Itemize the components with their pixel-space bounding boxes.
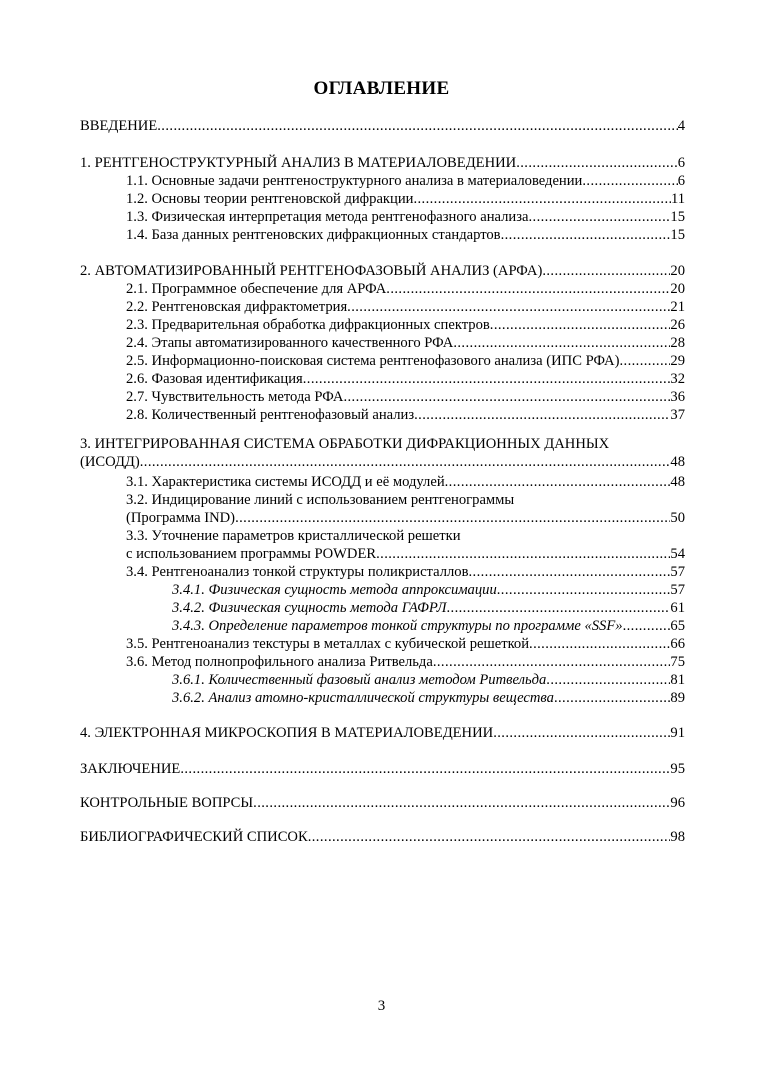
toc-entry-text: (Программа IND)	[126, 510, 236, 526]
toc-entry-text: 3.4.3. Определение параметров тонкой структуры по программе «SSF»	[172, 618, 623, 634]
toc-entry-text: 2. АВТОМАТИЗИРОВАННЫЙ РЕНТГЕНОФАЗОВЫЙ АНАЛИЗ (АРФА)	[80, 263, 543, 279]
toc-entry-3-6-1[interactable]	[80, 671, 685, 689]
toc-entry-2-4[interactable]	[80, 334, 685, 352]
toc-entry-text: 3.4.2. Физическая сущность метода ГАФРЛ	[172, 600, 447, 616]
toc-entry-3-5[interactable]	[80, 635, 685, 653]
toc-entry-2-7[interactable]	[80, 388, 685, 406]
toc-entry-text: 2.5. Информационно-поисковая система рентгенофазового анализа (ИПС РФА)	[126, 353, 620, 369]
toc-entry-text: ВВЕДЕНИЕ	[80, 118, 158, 134]
toc-entry-2-5[interactable]	[80, 352, 685, 370]
toc-entry-page: 81	[670, 672, 685, 688]
toc-entry-text: 2.1. Программное обеспечение для АРФА	[126, 281, 387, 297]
toc-entry-1-2[interactable]	[80, 190, 685, 208]
toc-entry-page: 20	[670, 281, 685, 297]
toc-entry-2-3[interactable]	[80, 316, 685, 334]
toc-entry-text: 2.2. Рентгеновская дифрактометрия	[126, 299, 348, 315]
toc-entry-text-line1: 3. ИНТЕГРИРОВАННАЯ СИСТЕМА ОБРАБОТКИ ДИФРАКЦИОННЫХ ДАННЫХ	[80, 436, 610, 452]
toc-entry-page: 29	[670, 353, 685, 369]
toc-entry-page: 95	[670, 761, 685, 777]
toc-entry-page: 26	[670, 317, 685, 333]
toc-entry-text: 3.1. Характеристика системы ИСОДД и её модулей	[126, 474, 445, 490]
toc-entry-2-8[interactable]	[80, 406, 685, 424]
toc-entry-bibliography[interactable]	[80, 828, 685, 846]
toc-entry-page: 36	[670, 389, 685, 405]
toc-entry-page: 32	[670, 371, 685, 387]
page-number: 3	[377, 998, 386, 1014]
toc-entry-3-6-2[interactable]	[80, 689, 685, 707]
toc-entry-text: ЗАКЛЮЧЕНИЕ	[80, 761, 181, 777]
toc-entry-text: (ИСОДД)	[80, 454, 140, 470]
toc-entry-1-4[interactable]	[80, 226, 685, 244]
toc-entry-page: 54	[670, 546, 685, 562]
toc-entry-page: 98	[670, 829, 685, 845]
toc-entry-page: 48	[670, 474, 685, 490]
toc-entry-page: 15	[670, 227, 685, 243]
toc-entry-3-4-3[interactable]	[80, 617, 685, 635]
toc-entry-page: 48	[670, 454, 685, 470]
toc-entry-2-6[interactable]	[80, 370, 685, 388]
toc-entry-text: 3.6.2. Анализ атомно-кристаллической структуры вещества	[172, 690, 554, 706]
toc-entry-text: БИБЛИОГРАФИЧЕСКИЙ СПИСОК	[80, 829, 308, 845]
toc-entry-text: 1. РЕНТГЕНОСТРУКТУРНЫЙ АНАЛИЗ В МАТЕРИАЛОВЕДЕНИИ	[80, 155, 517, 171]
toc-entry-3-4-1[interactable]	[80, 581, 685, 599]
toc-entry-text: 3.4. Рентгеноанализ тонкой структуры поликристаллов	[126, 564, 469, 580]
toc-entry-text: 4. ЭЛЕКТРОННАЯ МИКРОСКОПИЯ В МАТЕРИАЛОВЕДЕНИИ	[80, 725, 494, 741]
toc-entry-page: 61	[670, 600, 685, 616]
toc-entry-text: с использованием программы POWDER	[126, 546, 377, 562]
toc-entry-text: 1.3. Физическая интерпретация метода рентгенофазного анализа	[126, 209, 529, 225]
table-of-contents	[80, 0, 685, 900]
toc-entry-2-1[interactable]	[80, 280, 685, 298]
toc-entry-page: 89	[670, 690, 685, 706]
toc-entry-text: КОНТРОЛЬНЫЕ ВОПРСЫ	[80, 795, 254, 811]
toc-entry-text: 1.1. Основные задачи рентгеноструктурного анализа в материаловедении	[126, 173, 583, 189]
toc-entry-page: 57	[670, 564, 685, 580]
toc-entry-page: 75	[670, 654, 685, 670]
toc-entry-page: 28	[670, 335, 685, 351]
toc-entry-text-line1: 3.3. Уточнение параметров кристаллической решетки	[126, 528, 461, 544]
toc-entry-page: 15	[670, 209, 685, 225]
toc-entry-page: 6	[677, 155, 685, 171]
toc-entry-3-2[interactable]	[80, 491, 685, 527]
toc-entry-page: 21	[670, 299, 685, 315]
toc-entry-text: 2.4. Этапы автоматизированного качественного РФА	[126, 335, 454, 351]
toc-entry-introduction[interactable]	[80, 117, 685, 135]
page-title: ОГЛАВЛЕНИЕ	[313, 78, 450, 99]
toc-entry-page: 50	[670, 510, 685, 526]
toc-entry-page: 6	[677, 173, 685, 189]
toc-entry-text: 3.6. Метод полнопрофильного анализа Ритвельда	[126, 654, 433, 670]
toc-entry-chapter-1[interactable]	[80, 154, 685, 172]
toc-entry-text: 1.2. Основы теории рентгеновской дифракции	[126, 191, 414, 207]
toc-entry-3-4-2[interactable]	[80, 599, 685, 617]
toc-entry-page: 66	[670, 636, 685, 652]
toc-entry-page: 57	[670, 582, 685, 598]
toc-entry-3-6[interactable]	[80, 653, 685, 671]
toc-entry-text: 3.5. Рентгеноанализ текстуры в металлах с кубической решеткой	[126, 636, 530, 652]
toc-entry-text: 2.6. Фазовая идентификация	[126, 371, 303, 387]
toc-entry-page: 37	[670, 407, 685, 423]
toc-entry-page: 91	[670, 725, 685, 741]
toc-entry-3-4[interactable]	[80, 563, 685, 581]
toc-entry-2-2[interactable]	[80, 298, 685, 316]
toc-entry-1-1[interactable]	[80, 172, 685, 190]
toc-entry-text: 2.8. Количественный рентгенофазовый анализ	[126, 407, 415, 423]
toc-entry-1-3[interactable]	[80, 208, 685, 226]
toc-entry-text: 2.7. Чувствительность метода РФА	[126, 389, 344, 405]
toc-entry-conclusion[interactable]	[80, 760, 685, 778]
toc-entry-3-3[interactable]	[80, 527, 685, 563]
toc-entry-chapter-2[interactable]	[80, 262, 685, 280]
toc-entry-page: 11	[670, 191, 685, 207]
toc-entry-page: 4	[677, 118, 685, 134]
toc-entry-text: 1.4. База данных рентгеновских дифракционных стандартов	[126, 227, 501, 243]
toc-entry-text: 3.6.1. Количественный фазовый анализ методом Ритвельда	[172, 672, 547, 688]
toc-entry-text: 2.3. Предварительная обработка дифракционных спектров	[126, 317, 490, 333]
toc-entry-control-questions[interactable]	[80, 794, 685, 812]
toc-entry-text-line1: 3.2. Индицирование линий с использованием рентгенограммы	[126, 492, 515, 508]
toc-entry-page: 96	[670, 795, 685, 811]
toc-entry-text: 3.4.1. Физическая сущность метода аппроксимации	[172, 582, 497, 598]
toc-entry-chapter-4[interactable]	[80, 724, 685, 742]
toc-entry-page: 65	[670, 618, 685, 634]
toc-entry-page: 20	[670, 263, 685, 279]
toc-entry-chapter-3[interactable]	[80, 435, 685, 471]
toc-entry-3-1[interactable]	[80, 473, 685, 491]
